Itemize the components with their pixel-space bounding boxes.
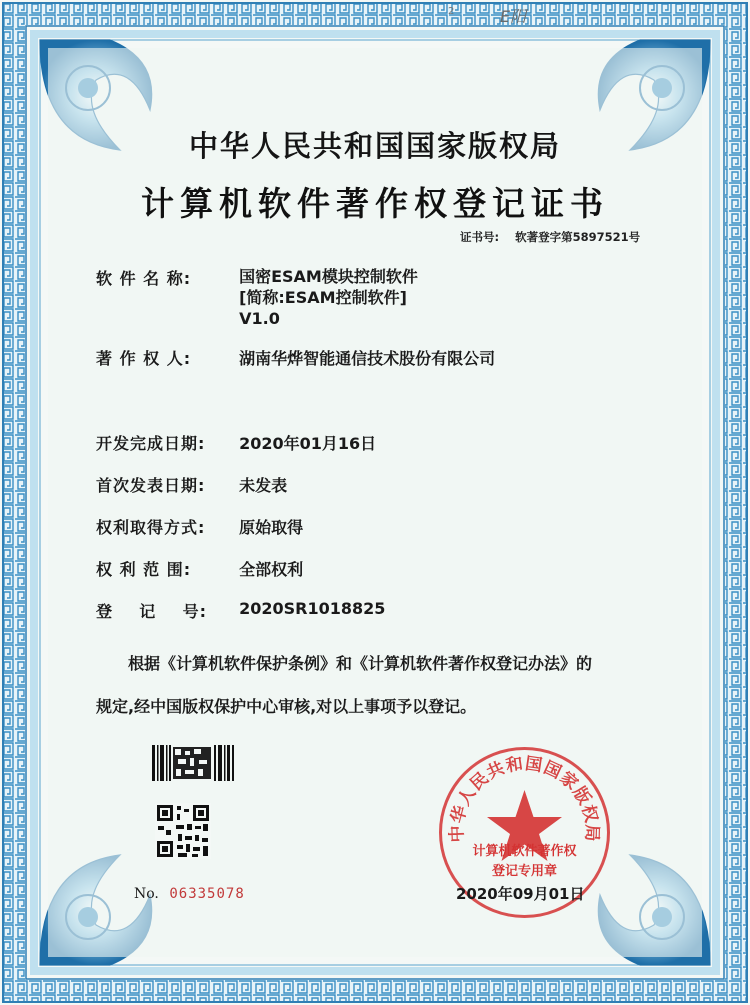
serial-number-value: 06335078 bbox=[169, 886, 245, 902]
seal-line-2: 登记专用章 bbox=[491, 864, 557, 879]
owner-value: 湖南华烨智能通信技术股份有限公司 bbox=[239, 349, 496, 368]
seal-arc-text: 中华人民共和国国家版权局 bbox=[447, 753, 602, 843]
software-name-row bbox=[96, 266, 418, 329]
software-name-value bbox=[239, 266, 418, 329]
publish-date-value: 未发表 bbox=[239, 476, 288, 495]
software-name-line: 国密ESAM模块控制软件 bbox=[239, 267, 418, 286]
acquire-method-value: 原始取得 bbox=[239, 518, 304, 537]
serial-number bbox=[134, 886, 245, 902]
certificate-number bbox=[460, 229, 640, 245]
barcode-icon bbox=[152, 745, 237, 781]
software-abbr-line: [简称:ESAM控制软件] bbox=[239, 288, 407, 307]
rights-scope-row bbox=[96, 557, 303, 580]
certificate-title: 计算机软件著作权登记证书 bbox=[141, 184, 609, 223]
owner-row bbox=[96, 346, 495, 369]
issue-date: 2020年09月01日 bbox=[456, 885, 585, 903]
certificate-number-value: 软著登字第5897521号 bbox=[515, 230, 641, 244]
statement-line-2: 规定,经中国版权保护中心审核,对以上事项予以登记。 bbox=[96, 697, 477, 716]
owner-label: 著 作 权 人: bbox=[96, 349, 192, 368]
certificate-number-label: 证书号: bbox=[460, 230, 500, 244]
statement-line-1: 根据《计算机软件保护条例》和《计算机软件著作权登记办法》的 bbox=[128, 654, 593, 673]
registration-number-row bbox=[96, 599, 385, 622]
qr-code-icon bbox=[155, 803, 211, 859]
registration-number-label: 登 记 号: bbox=[96, 602, 207, 621]
handwritten-mark: 2 bbox=[448, 6, 455, 17]
seal-line-1: 计算机软件著作权 bbox=[472, 844, 577, 859]
acquire-method-row bbox=[96, 515, 303, 538]
dev-date-label: 开发完成日期: bbox=[96, 434, 206, 453]
dev-date-row bbox=[96, 431, 376, 454]
publish-date-row bbox=[96, 473, 287, 496]
publish-date-label: 首次发表日期: bbox=[96, 476, 206, 495]
rights-scope-label: 权 利 范 围: bbox=[96, 560, 192, 579]
rights-scope-value: 全部权利 bbox=[239, 560, 304, 579]
dev-date-value: 2020年01月16日 bbox=[239, 434, 377, 453]
software-name-label: 软 件 名 称: bbox=[96, 269, 192, 288]
handwritten-note: E阳 bbox=[500, 7, 527, 26]
issuing-authority: 中华人民共和国国家版权局 bbox=[188, 129, 561, 163]
registration-number-value: 2020SR1018825 bbox=[239, 599, 386, 618]
acquire-method-label: 权利取得方式: bbox=[96, 518, 206, 537]
serial-number-label: No. bbox=[134, 886, 159, 902]
software-version-line: V1.0 bbox=[239, 309, 280, 328]
